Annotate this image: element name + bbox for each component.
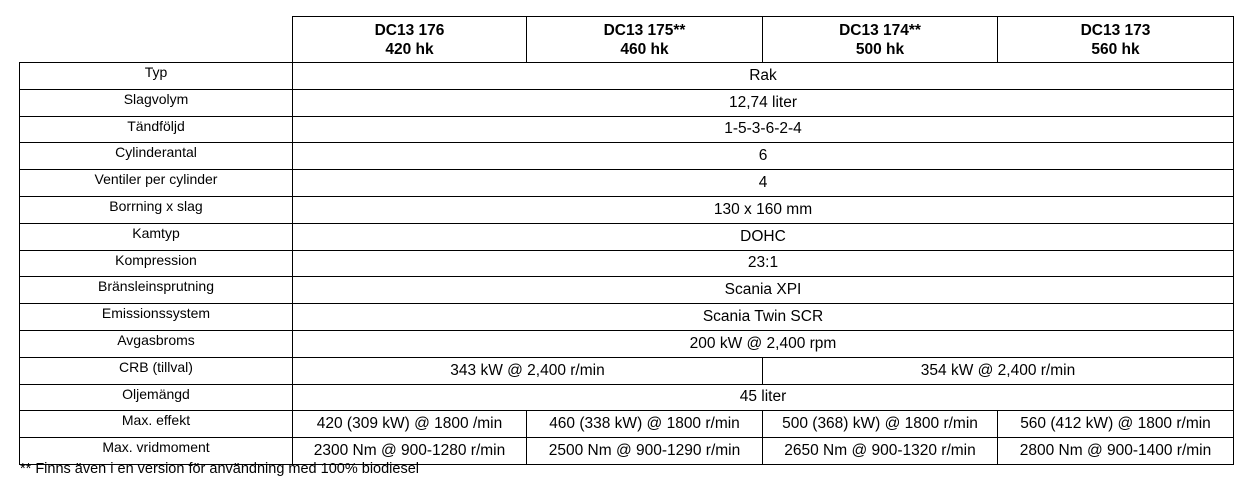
row-value-model-4: 2800 Nm @ 900-1400 r/min — [998, 438, 1234, 465]
row-emissionssystem — [20, 304, 1234, 331]
row-crb — [20, 357, 1234, 384]
row-value: 200 kW @ 2,400 rpm — [293, 330, 1234, 357]
row-bransleinsprutning — [20, 277, 1234, 304]
row-oljemangd — [20, 384, 1234, 411]
header-model-1: DC13 176 420 hk — [293, 17, 527, 63]
row-value-right: 354 kW @ 2,400 r/min — [763, 357, 1234, 384]
header-blank-cell — [20, 17, 293, 63]
row-label: Kamtyp — [20, 223, 293, 250]
header-model-4: DC13 173 560 hk — [998, 17, 1234, 63]
row-label: Typ — [20, 63, 293, 90]
row-label: Slagvolym — [20, 89, 293, 116]
row-value: 23:1 — [293, 250, 1234, 277]
row-label: Oljemängd — [20, 384, 293, 411]
row-label: Emissionssystem — [20, 304, 293, 331]
row-label: Ventiler per cylinder — [20, 170, 293, 197]
header-model-3: DC13 174** 500 hk — [763, 17, 998, 63]
row-value-model-1: 420 (309 kW) @ 1800 /min — [293, 411, 527, 438]
engine-spec-table — [19, 16, 1234, 465]
row-label: Max. vridmoment — [20, 438, 293, 465]
row-value: Scania Twin SCR — [293, 304, 1234, 331]
row-typ — [20, 63, 1234, 90]
footnote: ** Finns även i en version för användning med 100% biodiesel — [20, 461, 419, 477]
header-row — [20, 17, 1234, 63]
row-value-model-4: 560 (412 kW) @ 1800 r/min — [998, 411, 1234, 438]
row-value: 12,74 liter — [293, 89, 1234, 116]
row-kamtyp — [20, 223, 1234, 250]
row-ventiler — [20, 170, 1234, 197]
row-label: CRB (tillval) — [20, 357, 293, 384]
row-label: Borrning x slag — [20, 196, 293, 223]
row-cylinderantal — [20, 143, 1234, 170]
row-value: 45 liter — [293, 384, 1234, 411]
row-value-model-2: 2500 Nm @ 900-1290 r/min — [527, 438, 763, 465]
row-label: Bränsleinsprutning — [20, 277, 293, 304]
row-label: Tändföljd — [20, 116, 293, 143]
row-value: 130 x 160 mm — [293, 196, 1234, 223]
row-label: Cylinderantal — [20, 143, 293, 170]
row-value-left: 343 kW @ 2,400 r/min — [293, 357, 763, 384]
row-value-model-3: 2650 Nm @ 900-1320 r/min — [763, 438, 998, 465]
row-max-effekt — [20, 411, 1234, 438]
row-value: Scania XPI — [293, 277, 1234, 304]
row-value: DOHC — [293, 223, 1234, 250]
row-label: Max. effekt — [20, 411, 293, 438]
row-slagvolym — [20, 89, 1234, 116]
row-value-model-1: 2300 Nm @ 900-1280 r/min — [293, 438, 527, 465]
row-label: Kompression — [20, 250, 293, 277]
row-value-model-3: 500 (368) kW) @ 1800 r/min — [763, 411, 998, 438]
row-value: 4 — [293, 170, 1234, 197]
row-label: Avgasbroms — [20, 330, 293, 357]
row-value: 6 — [293, 143, 1234, 170]
row-value-model-2: 460 (338 kW) @ 1800 r/min — [527, 411, 763, 438]
row-value: Rak — [293, 63, 1234, 90]
row-borrning — [20, 196, 1234, 223]
header-model-2: DC13 175** 460 hk — [527, 17, 763, 63]
row-value: 1-5-3-6-2-4 — [293, 116, 1234, 143]
row-tandfoljd — [20, 116, 1234, 143]
row-kompression — [20, 250, 1234, 277]
row-avgasbroms — [20, 330, 1234, 357]
